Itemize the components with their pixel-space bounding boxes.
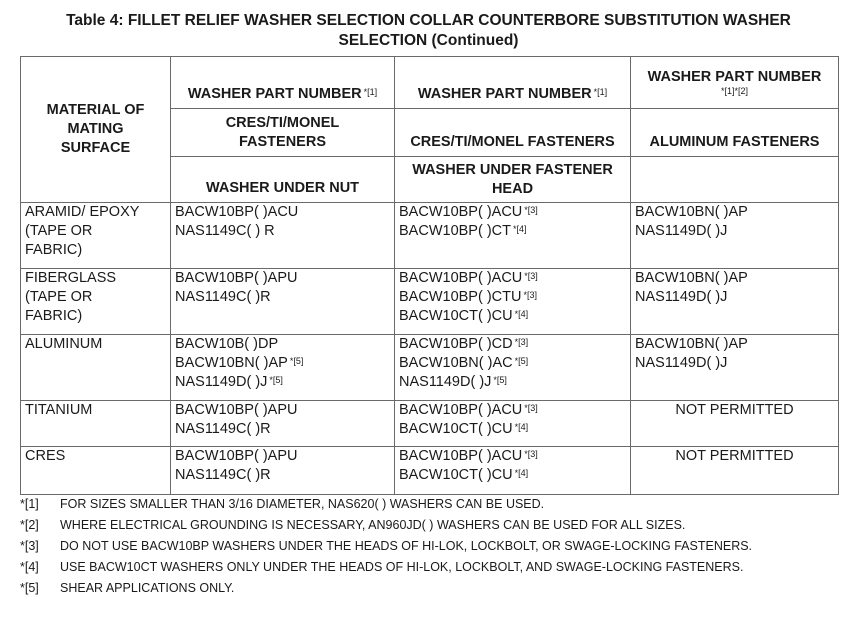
footnote-key: *[5] (20, 581, 39, 595)
part-number: BACW10BN( )AP $^{*[5]}$ (175, 355, 304, 371)
footnote (20, 515, 840, 536)
footnote-text: SHEAR APPLICATIONS ONLY. (60, 581, 235, 595)
footnote (20, 536, 840, 557)
table-title (20, 11, 837, 51)
aluminum-fastener-cell (631, 203, 839, 269)
table-row (21, 447, 839, 495)
aluminum-fastener-cell: NOT PERMITTED (631, 401, 839, 447)
title-line-2: SELECTION (Continued) (338, 32, 519, 49)
washer-under-nut-cell (171, 401, 395, 447)
part-number: NAS1149D( )J (635, 223, 728, 239)
footnote-ref: *[3] (514, 337, 529, 347)
footnote-ref: *[5] (269, 375, 283, 385)
part-number: BACW10BP( )CT $^{*[4]}$ (399, 223, 527, 239)
part-number: BACW10BP( )APU (175, 448, 298, 464)
footnote-ref: *[5] (493, 375, 507, 385)
part-number: BACW10BP( )ACU $^{*[3]}$ (399, 204, 538, 220)
footnote-ref: *[3] (524, 271, 538, 281)
part-number: NAS1149D( )J (635, 355, 728, 371)
washer-under-nut-cell (171, 335, 395, 401)
header-material: MATERIAL OF MATING SURFACE (21, 57, 171, 203)
part-number: BACW10BP( )APU (175, 270, 298, 286)
washer-under-head-cell (395, 447, 631, 495)
part-number: NAS1149C( )R (175, 289, 271, 305)
washer-under-head-cell (395, 401, 631, 447)
title-line-1: Table 4: FILLET RELIEF WASHER SELECTION COLLAR COUNTERBORE SUBSTITUTION WASHER (66, 12, 791, 29)
part-number: NAS1149D( )J $^{*[5]}$ (175, 374, 283, 390)
part-number: BACW10CT( )CU $^{*[4]}$ (399, 308, 529, 324)
material-cell: ALUMINUM (21, 335, 171, 401)
footnote-ref: *[5] (289, 356, 304, 366)
header-col1-fasteners: CRES/TI/MONEL FASTENERS (171, 109, 395, 157)
part-number: BACW10BN( )AC $^{*[5]}$ (399, 355, 529, 371)
part-number: NAS1149C( ) R (175, 223, 275, 239)
header-washer-part-number-2: WASHER PART NUMBER $^{*[1]}$ (395, 57, 631, 109)
part-number: BACW10CT( )CU $^{*[4]}$ (399, 467, 529, 483)
footnote-ref: *[3] (523, 290, 537, 300)
table-body (21, 203, 839, 495)
footnote-ref: *[4] (514, 468, 529, 478)
part-number: NAS1149D( )J $^{*[5]}$ (399, 374, 507, 390)
material-cell: CRES (21, 447, 171, 495)
table-row (21, 269, 839, 335)
footnote-text: WHERE ELECTRICAL GROUNDING IS NECESSARY, AN960JD( ) WASHERS CAN BE USED FOR ALL SIZES. (60, 518, 686, 532)
footnotes (20, 494, 840, 599)
part-number: BACW10BP( )CTU $^{*[3]}$ (399, 289, 537, 305)
footnote-ref: *[3] (524, 449, 538, 459)
part-number: NAS1149C( )R (175, 421, 271, 437)
table-row (21, 335, 839, 401)
aluminum-fastener-cell (631, 269, 839, 335)
footnote-ref: *[3] (524, 205, 538, 215)
table-row (21, 401, 839, 447)
washer-under-nut-cell (171, 447, 395, 495)
footnote-key: *[4] (20, 560, 39, 574)
header-washer-under-head: WASHER UNDER FASTENER HEAD (395, 157, 631, 203)
part-number: BACW10B( )DP (175, 336, 279, 352)
washer-under-nut-cell (171, 203, 395, 269)
part-number: BACW10BP( )APU (175, 402, 298, 418)
washer-under-head-cell (395, 203, 631, 269)
material-cell: ARAMID/ EPOXY (TAPE OR FABRIC) (21, 203, 171, 269)
washer-under-head-cell (395, 269, 631, 335)
part-number: BACW10BN( )AP (635, 336, 748, 352)
footnote (20, 578, 840, 599)
header-col3-fasteners: ALUMINUM FASTENERS (631, 109, 839, 157)
footnote-text: DO NOT USE BACW10BP WASHERS UNDER THE HEADS OF HI-LOK, LOCKBOLT, OR SWAGE-LOCKING FASTENERS. (60, 539, 753, 553)
aluminum-fastener-cell (631, 335, 839, 401)
footnote-text: USE BACW10CT WASHERS ONLY UNDER THE HEADS OF HI-LOK, LOCKBOLT, AND SWAGE-LOCKING FASTENERS. (60, 560, 744, 574)
part-number: BACW10BP( )ACU $^{*[3]}$ (399, 270, 538, 286)
header-washer-part-number-1: WASHER PART NUMBER $^{*[1]}$ (171, 57, 395, 109)
header-col2-fasteners: CRES/TI/MONEL FASTENERS (395, 109, 631, 157)
material-cell: FIBERGLASS (TAPE OR FABRIC) (21, 269, 171, 335)
material-cell: TITANIUM (21, 401, 171, 447)
part-number: BACW10BN( )AP (635, 270, 748, 286)
washer-selection-table (20, 56, 839, 495)
part-number: NAS1149C( )R (175, 467, 271, 483)
aluminum-fastener-cell: NOT PERMITTED (631, 447, 839, 495)
footnote-text: FOR SIZES SMALLER THAN 3/16 DIAMETER, NAS620( ) WASHERS CAN BE USED. (60, 497, 545, 511)
part-number: BACW10BP( )ACU $^{*[3]}$ (399, 402, 538, 418)
footnote-ref: *[4] (514, 309, 529, 319)
footnote-key: *[2] (20, 518, 39, 532)
washer-under-nut-cell (171, 269, 395, 335)
part-number: BACW10BP( )ACU (175, 204, 299, 220)
footnote (20, 557, 840, 578)
footnote-ref: *[3] (524, 403, 538, 413)
part-number: BACW10BP( )CD $^{*[3]}$ (399, 336, 529, 352)
footnote-ref: *[4] (513, 224, 527, 234)
part-number: NAS1149D( )J (635, 289, 728, 305)
footnote-key: *[3] (20, 539, 39, 553)
footnote-ref: *[5] (514, 356, 529, 366)
footnote (20, 494, 840, 515)
header-washer-part-number-3: WASHER PART NUMBER *[1]*[2] (631, 57, 839, 109)
part-number: BACW10BN( )AP (635, 204, 748, 220)
header-empty-cell (631, 157, 839, 203)
footnote-key: *[1] (20, 497, 39, 511)
washer-under-head-cell (395, 335, 631, 401)
part-number: BACW10BP( )ACU $^{*[3]}$ (399, 448, 538, 464)
header-washer-under-nut: WASHER UNDER NUT (171, 157, 395, 203)
footnote-ref: *[4] (514, 422, 529, 432)
table-row (21, 203, 839, 269)
part-number: BACW10CT( )CU $^{*[4]}$ (399, 421, 529, 437)
